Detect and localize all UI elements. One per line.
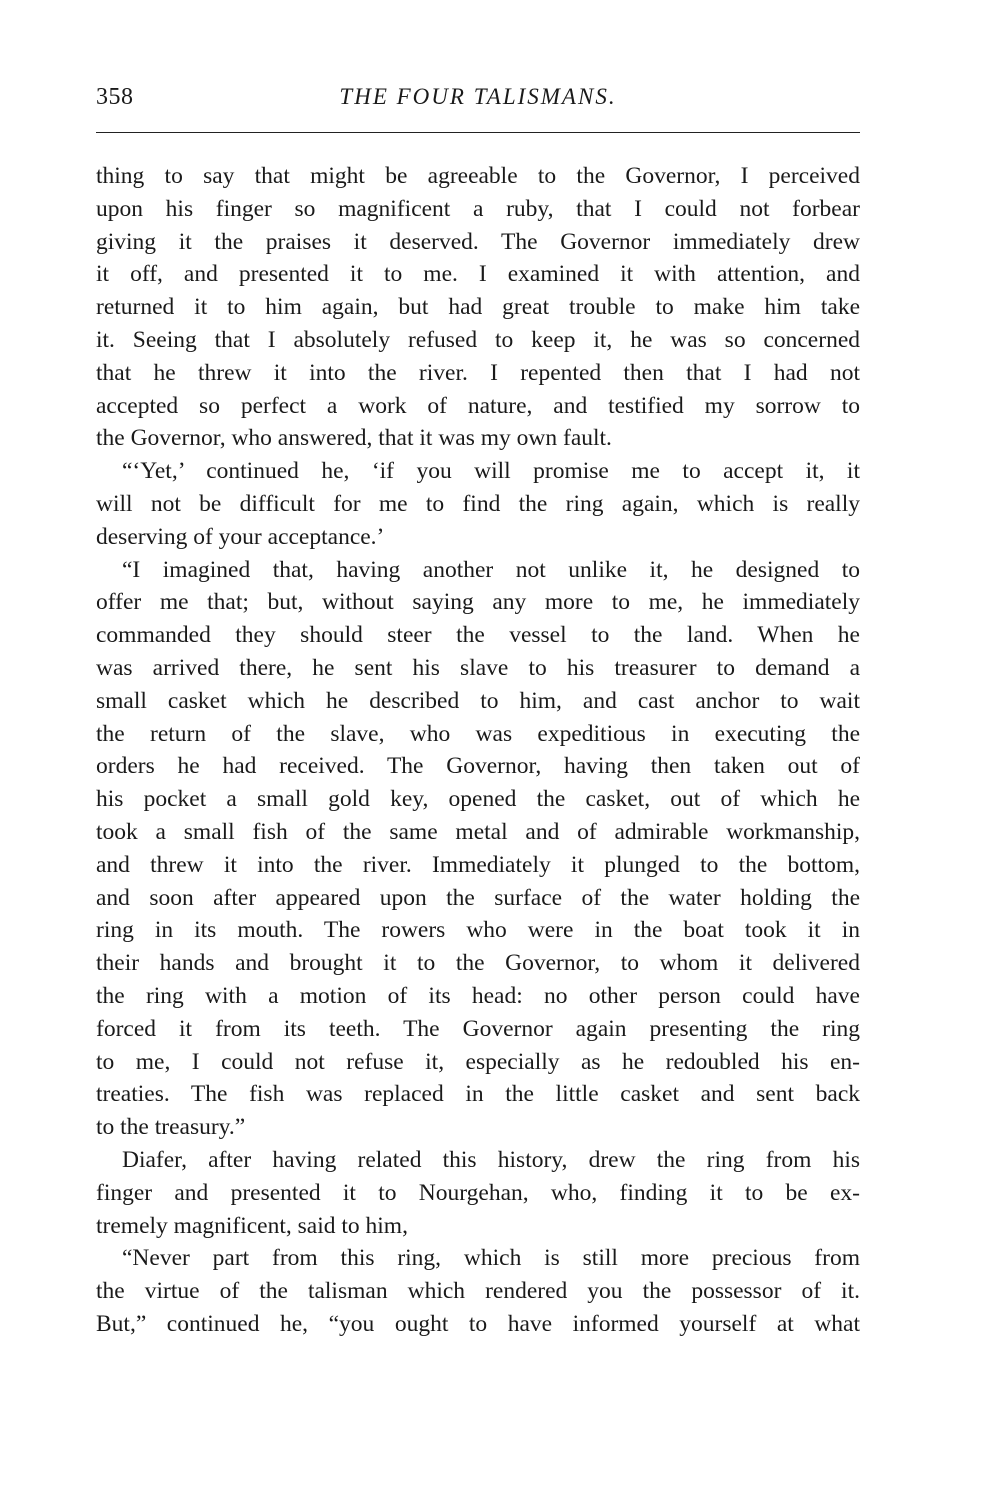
- body-text: [96, 160, 860, 1341]
- text-line: But,” continued he, “you ought to have informed yourself at what: [96, 1310, 860, 1337]
- text-line: “‘Yet,’ continued he, ‘if you will promise me to accept it, it: [122, 458, 860, 485]
- text-line: it off, and presented it to me. I examined it with attention, and: [96, 261, 860, 288]
- text-line: took a small fish of the same metal and of admirable workmanship,: [96, 818, 860, 845]
- text-line: the virtue of the talisman which rendered you the possessor of it.: [96, 1278, 860, 1305]
- text-line: his pocket a small gold key, opened the casket, out of which he: [96, 786, 860, 813]
- text-line: treaties. The fish was replaced in the little casket and sent back: [96, 1081, 860, 1108]
- text-line: accepted so perfect a work of nature, and testified my sorrow to: [96, 392, 860, 419]
- text-line: the ring with a motion of its head: no other person could have: [96, 982, 860, 1009]
- text-line: ring in its mouth. The rowers who were in the boat took it in: [96, 917, 860, 944]
- running-title: THE FOUR TALISMANS.: [339, 84, 617, 109]
- page-header: [96, 84, 860, 124]
- text-line: orders he had received. The Governor, having then taken out of: [96, 753, 860, 780]
- text-line: finger and presented it to Nourgehan, who, finding it to be ex-: [96, 1179, 860, 1206]
- text-line: thing to say that might be agreeable to the Governor, I perceived: [96, 163, 860, 189]
- text-line: giving it the praises it deserved. The Governor immediately drew: [96, 228, 860, 255]
- text-line: Diafer, after having related this history, drew the ring from his: [122, 1146, 860, 1173]
- header-rule: [96, 132, 860, 133]
- text-line: that he threw it into the river. I repented then that I had not: [96, 359, 860, 386]
- text-line: will not be difficult for me to find the ring again, which is really: [96, 490, 860, 517]
- page-number: 358: [96, 84, 134, 110]
- text-line: small casket which he described to him, and cast anchor to wait: [96, 687, 860, 714]
- text-line: the return of the slave, who was expeditious in executing the: [96, 720, 860, 747]
- text-line: offer me that; but, without saying any more to me, he immediately: [96, 589, 860, 616]
- text-line: their hands and brought it to the Governor, to whom it delivered: [96, 950, 860, 977]
- text-line: and threw it into the river. Immediately it plunged to the bottom,: [96, 851, 860, 878]
- text-line: commanded they should steer the vessel to the land. When he: [96, 622, 860, 649]
- text-line: was arrived there, he sent his slave to his treasurer to demand a: [96, 654, 860, 681]
- text-line: “Never part from this ring, which is still more precious from: [122, 1245, 860, 1272]
- text-line: “I imagined that, having another not unlike it, he designed to: [122, 556, 860, 583]
- text-line: to the treasury.”: [96, 1114, 246, 1141]
- text-line: returned it to him again, but had great trouble to make him take: [96, 294, 860, 321]
- text-line: tremely magnificent, said to him,: [96, 1212, 408, 1239]
- text-line: and soon after appeared upon the surface of the water holding the: [96, 884, 860, 911]
- text-line: deserving of your acceptance.’: [96, 523, 385, 550]
- text-line: it. Seeing that I absolutely refused to keep it, he was so concerned: [96, 326, 860, 353]
- text-line: to me, I could not refuse it, especially as he redoubled his en-: [96, 1048, 860, 1075]
- text-line: upon his finger so magnificent a ruby, that I could not forbear: [96, 195, 860, 222]
- text-line: the Governor, who answered, that it was my own fault.: [96, 425, 612, 452]
- text-line: forced it from its teeth. The Governor again presenting the ring: [96, 1015, 860, 1042]
